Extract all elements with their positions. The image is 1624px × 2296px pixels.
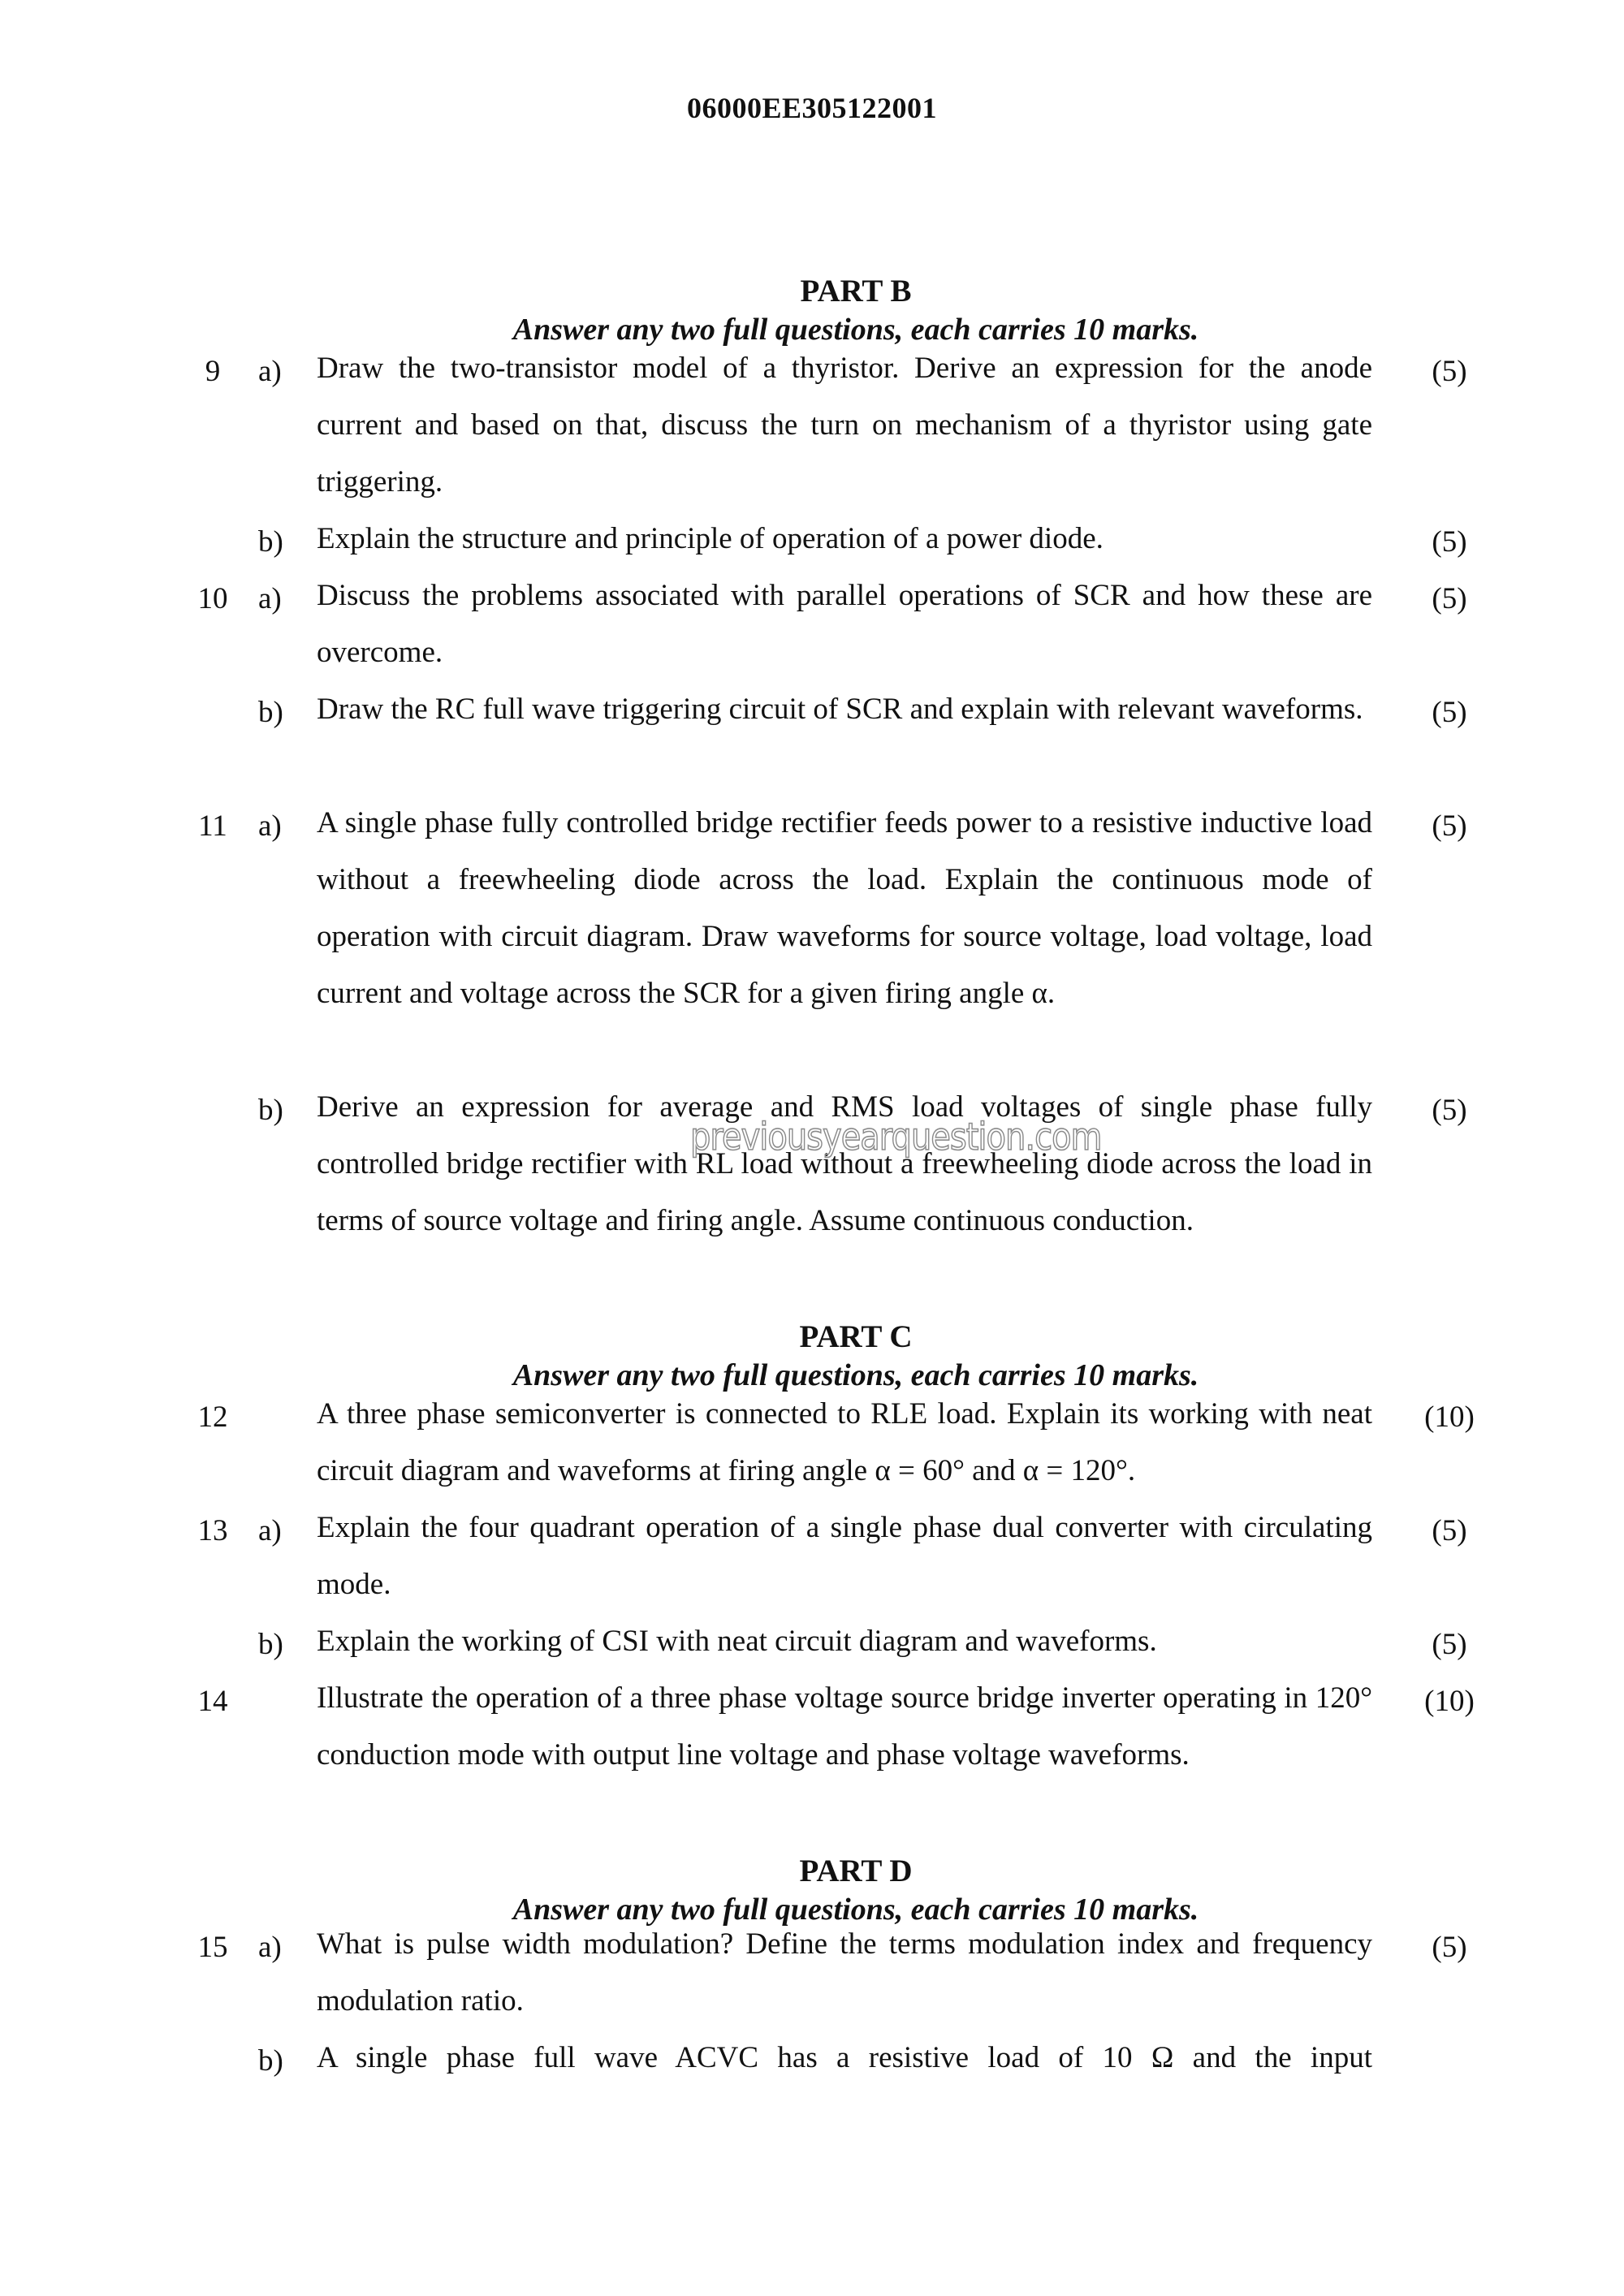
paper-code: 06000EE305122001 [686, 92, 938, 124]
question-text: Draw the two-transistor model of a thyristor. Derive an expression for the anode current and based on that, discuss the turn on mechanism of a thyristor using gate triggering. [317, 352, 1372, 498]
question-number: 15 [197, 1931, 228, 1964]
sub-label: a) [258, 809, 282, 843]
sub-label: b) [258, 525, 283, 559]
sub-label: b) [258, 1628, 283, 1661]
marks: (5) [1432, 809, 1467, 843]
part-c-title: PART C [799, 1319, 913, 1354]
sub-label: a) [258, 582, 282, 615]
marks: (5) [1432, 1514, 1467, 1547]
part-d-instruction: Answer any two full questions, each carries 10 marks. [512, 1892, 1199, 1927]
marks: (5) [1432, 1931, 1467, 1964]
question-text: Explain the working of CSI with neat circuit diagram and waveforms. [317, 1625, 1157, 1658]
marks: (5) [1432, 582, 1467, 615]
question-text: A single phase full wave ACVC has a resistive load of 10 Ω and the input [317, 2041, 1372, 2074]
marks: (5) [1432, 1094, 1467, 1127]
question-number: 9 [205, 355, 221, 388]
part-b-instruction: Answer any two full questions, each carries 10 marks. [512, 313, 1199, 347]
sub-label: b) [258, 2044, 283, 2078]
question-text: Draw the RC full wave triggering circuit of SCR and explain with relevant waveforms. [317, 693, 1363, 726]
question-number: 14 [197, 1685, 228, 1718]
question-number: 13 [197, 1514, 228, 1547]
marks: (10) [1424, 1685, 1475, 1718]
question-text: Derive an expression for average and RMS load voltages of single phase fully controlled bridge rectifier with RL load without a freewheeling diode across the load in terms of source voltage and firing angle. Assume continuous conduction. [317, 1090, 1372, 1237]
part-c-instruction: Answer any two full questions, each carries 10 marks. [512, 1358, 1199, 1392]
watermark-logo: previousyearquestion.com [690, 1116, 1102, 1159]
marks: (5) [1432, 1628, 1467, 1661]
question-text: Explain the structure and principle of operation of a power diode. [317, 522, 1104, 555]
question-number: 11 [198, 809, 227, 843]
marks: (10) [1424, 1400, 1475, 1434]
question-number: 10 [197, 582, 228, 615]
question-text: Illustrate the operation of a three phase voltage source bridge inverter operating in 120° conduction mode with output line voltage and phase voltage waveforms. [317, 1681, 1372, 1772]
marks: (5) [1432, 355, 1467, 388]
marks: (5) [1432, 525, 1467, 559]
sub-label: a) [258, 1514, 282, 1547]
question-number: 12 [197, 1400, 228, 1434]
sub-label: a) [258, 1931, 282, 1964]
sub-label: b) [258, 1094, 283, 1127]
sub-label: b) [258, 696, 283, 729]
question-text: Explain the four quadrant operation of a single phase dual converter with circulating mode. [317, 1511, 1372, 1601]
question-text: A single phase fully controlled bridge rectifier feeds power to a resistive inductive load without a freewheeling diode across the load. Explain the continuous mode of operation with circuit diagram. Draw waveforms for source voltage, load voltage, load current and voltage across the SCR for a given firing angle α. [317, 806, 1372, 1010]
part-d-title: PART D [799, 1854, 913, 1888]
marks: (5) [1432, 696, 1467, 729]
part-b-title: PART B [800, 274, 912, 309]
sub-label: a) [258, 355, 282, 388]
question-text: A three phase semiconverter is connected to RLE load. Explain its working with neat circuit diagram and waveforms at firing angle α = 60° and α = 120°. [317, 1397, 1372, 1487]
question-text: Discuss the problems associated with parallel operations of SCR and how these are overcome. [317, 579, 1372, 669]
question-text: What is pulse width modulation? Define the terms modulation index and frequency modulation ratio. [317, 1927, 1372, 2018]
